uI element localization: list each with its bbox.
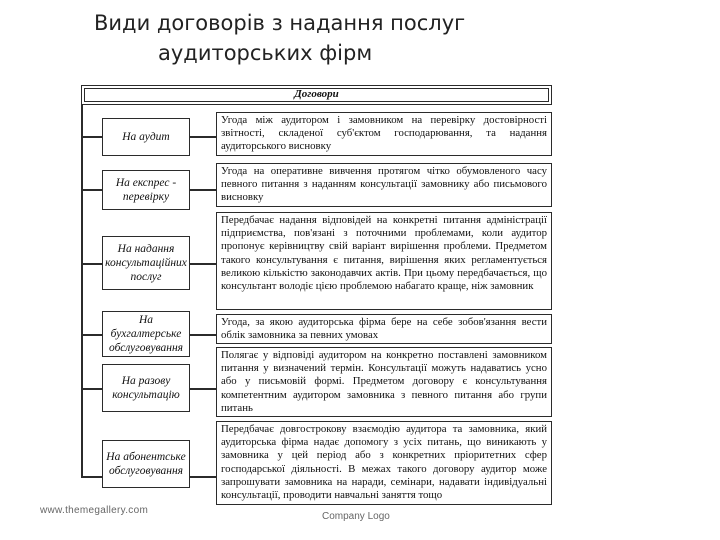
category-audit: На аудит — [102, 118, 190, 156]
footer-url: www.themegallery.com — [40, 505, 149, 516]
description-express-check: Угода на оперативне вивчення протягом чітко обумовленого часу певного питання з наданням консультації замовнику або письмового висновку — [216, 163, 552, 207]
connector-line-3 — [81, 263, 102, 265]
description-subscription-service: Передбачає довгострокову взаємодію аудитора та замовника, який аудиторська фірма надає допомогу з усіх питань, що виникають у замовника у цей період або з конкретних пріоритетних сфер господарської діяльності. В межах такого договору аудитор може запрошувати замовника на наради, семінари, надавати індивідуальні консультації, проводити навчальні заняття тощо — [216, 421, 552, 505]
connector-line-2 — [81, 189, 102, 191]
right-line-5 — [190, 388, 216, 390]
title-line-2: аудиторських фірм — [158, 41, 373, 65]
title-line-1: Види договорів з надання послуг — [94, 11, 466, 35]
description-accounting-service: Угода, за якою аудиторська фірма бере на себе зобов'язання вести облік замовника за певних умовах — [216, 314, 552, 344]
description-audit: Угода між аудитором і замовником на перевірку достовірності звітності, складеної суб'єктом господарювання, та надання аудиторського висновку — [216, 112, 552, 156]
trunk-line — [81, 105, 83, 477]
connector-line-4 — [81, 334, 102, 336]
description-one-time-consultation: Полягає у відповіді аудитором на конкретно поставлені замовником питання у визначений термін. Консультації можуть надаватись усно або у письмовій формі. Предметом договору є консультування компетентним аудитором замовника з певного питання або групи питань — [216, 347, 552, 417]
right-line-1 — [190, 136, 216, 138]
right-line-3 — [190, 263, 216, 265]
connector-line-6 — [81, 476, 102, 478]
category-one-time-consultation: На разову консультацію — [102, 364, 190, 412]
right-line-2 — [190, 189, 216, 191]
category-accounting-service: На бухгалтерське обслуговування — [102, 311, 190, 357]
root-contracts-box: Договори — [81, 85, 552, 105]
category-consulting-services: На надання консультаційних послуг — [102, 236, 190, 290]
connector-line-1 — [81, 136, 102, 138]
connector-line-5 — [81, 388, 102, 390]
category-subscription-service: На абонентське обслуговування — [102, 440, 190, 488]
right-line-6 — [190, 476, 216, 478]
right-line-4 — [190, 334, 216, 336]
footer-company-logo: Company Logo — [322, 511, 390, 522]
description-consulting-services: Передбачає надання відповідей на конкретні питання адміністрації підприємства, пов'язані з поточними проблемами, коли аудитор пропонує керівництву свій варіант вирішення проблеми. Предметом такого консультування є питання, вирішення яких регламентується великою кількістю законодавчих актів. При цьому передбачається, що консультант володіє цією проблемою набагато краще, ніж замовник — [216, 212, 552, 310]
category-express-check: На експрес - перевірку — [102, 170, 190, 210]
